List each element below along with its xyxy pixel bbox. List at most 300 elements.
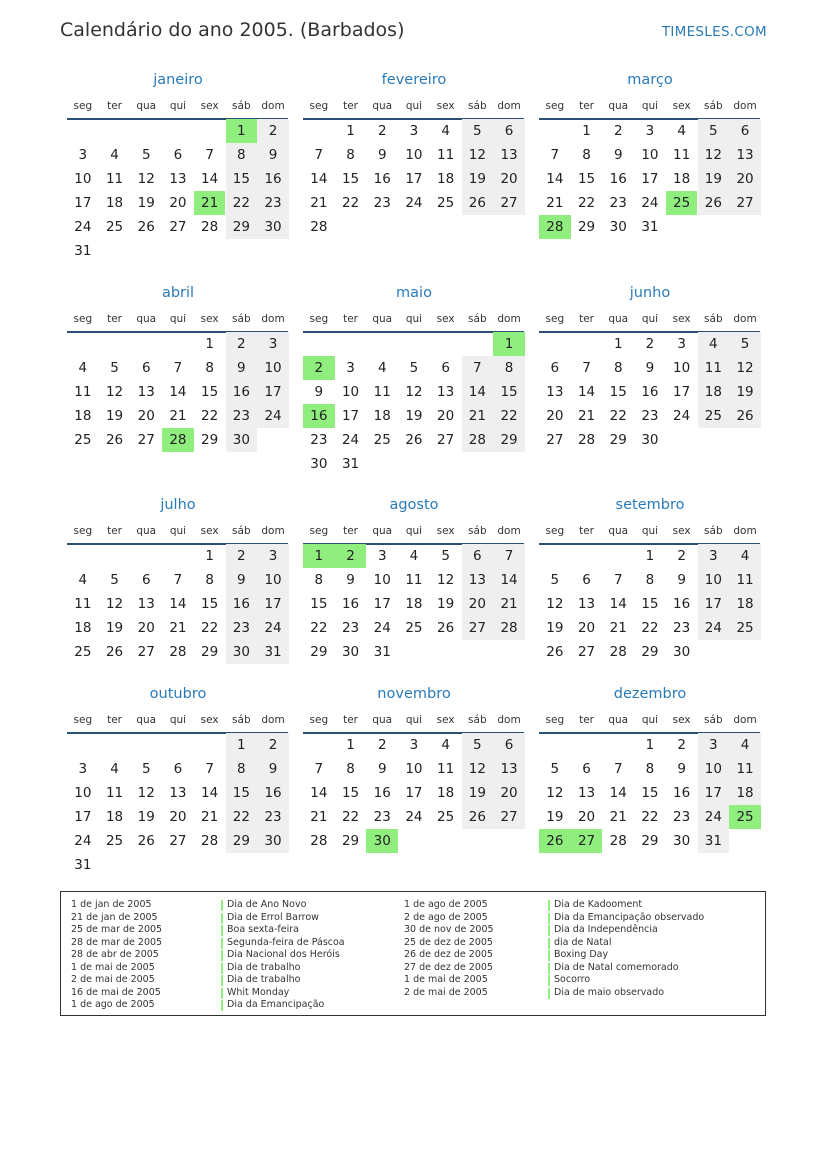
day-cell: 8 — [346, 761, 355, 777]
weekday-header — [539, 100, 761, 116]
day-cell: 9 — [645, 360, 655, 376]
day-cell: 3 — [409, 123, 419, 139]
day-cell: 20 — [577, 620, 596, 636]
day-cell: 24 — [698, 616, 730, 640]
day-cell: 6 — [550, 360, 560, 376]
holiday-day-cell: 2 — [303, 356, 335, 380]
legend-entry: 25 de mar de 2005 — [71, 924, 163, 936]
day-cell: 21 — [201, 809, 219, 825]
day-cell: 4 — [698, 332, 730, 356]
day-cell: 20 — [729, 167, 761, 191]
day-cell: 25 — [105, 219, 124, 235]
day-cell: 7 — [613, 761, 623, 777]
weekday-label: sex — [672, 714, 691, 726]
day-cell: 12 — [137, 785, 155, 801]
day-cell: 17 — [405, 785, 423, 801]
day-cell: 12 — [105, 384, 124, 400]
day-cell: 17 — [405, 171, 423, 187]
day-cell: 14 — [577, 384, 596, 400]
weekday-label: seg — [73, 714, 93, 726]
day-cell: 6 — [582, 572, 591, 588]
weekday-label: sáb — [468, 313, 487, 325]
day-cell: 12 — [437, 572, 455, 588]
weekday-label: qua — [608, 100, 629, 112]
day-cell: 2 — [226, 332, 258, 356]
weekday-header — [303, 525, 525, 541]
day-cell: 15 — [641, 596, 659, 612]
day-cell: 4 — [729, 544, 761, 568]
day-cell: 25 — [373, 432, 391, 448]
weekday-label: sáb — [232, 100, 251, 112]
day-cell: 29 — [341, 833, 360, 849]
day-cell: 8 — [582, 147, 591, 163]
weekday-label: seg — [545, 313, 565, 325]
weekday-label: dom — [497, 714, 521, 726]
day-cell: 23 — [609, 195, 627, 211]
day-cell: 16 — [641, 384, 659, 400]
day-cell: 28 — [609, 833, 627, 849]
day-cell: 2 — [257, 119, 289, 143]
day-cell: 4 — [78, 572, 88, 588]
day-cell: 12 — [137, 171, 155, 187]
day-cell: 3 — [78, 147, 88, 163]
day-cell: 20 — [169, 195, 187, 211]
day-cell: 31 — [641, 219, 659, 235]
day-cell: 18 — [74, 408, 92, 424]
day-cell: 14 — [546, 171, 564, 187]
day-cell: 13 — [577, 596, 596, 612]
day-cell: 17 — [74, 195, 92, 211]
day-cell: 7 — [550, 147, 560, 163]
weekday-label: sex — [436, 100, 455, 112]
day-cell: 8 — [346, 147, 355, 163]
day-cell: 22 — [609, 408, 627, 424]
day-cell: 3 — [409, 737, 419, 753]
weekday-label: ter — [107, 714, 122, 726]
day-cell: 1 — [346, 123, 355, 139]
weekday-label: qua — [608, 525, 629, 537]
day-cell: 16 — [373, 171, 391, 187]
day-cell: 20 — [437, 408, 455, 424]
month-name: abril — [161, 285, 195, 301]
day-cell: 26 — [137, 833, 155, 849]
day-cell: 7 — [462, 356, 494, 380]
weekday-label: sáb — [468, 525, 487, 537]
day-cell: 1 — [205, 548, 214, 564]
day-cell: 14 — [310, 171, 328, 187]
day-cell: 5 — [409, 360, 419, 376]
weekday-label: ter — [579, 100, 594, 112]
day-cell: 18 — [673, 171, 691, 187]
day-cell: 15 — [609, 384, 627, 400]
day-cell: 5 — [550, 761, 560, 777]
day-cell: 23 — [341, 620, 360, 636]
day-cell: 27 — [169, 833, 187, 849]
holiday-day-cell: 1 — [493, 332, 525, 356]
holiday-day-cell: 2 — [335, 544, 367, 568]
day-cell: 12 — [546, 785, 564, 801]
day-cell: 26 — [462, 191, 494, 215]
holiday-day-cell: 28 — [539, 215, 571, 239]
holiday-day-cell: 1 — [226, 119, 258, 143]
day-cell: 30 — [310, 456, 328, 472]
weekday-label: qua — [136, 525, 157, 537]
weekday-label: ter — [107, 525, 122, 537]
day-cell: 3 — [78, 761, 88, 777]
day-cell: 16 — [257, 167, 289, 191]
holiday-day-cell: 1 — [303, 544, 335, 568]
weekday-label: qui — [169, 525, 187, 537]
day-cell: 18 — [437, 785, 455, 801]
day-cell: 21 — [609, 809, 627, 825]
day-cell: 4 — [110, 147, 119, 163]
day-cell: 5 — [110, 572, 119, 588]
day-cell: 19 — [405, 408, 423, 424]
day-cell: 4 — [441, 123, 450, 139]
holiday-day-cell: 25 — [666, 191, 698, 215]
day-cell: 20 — [137, 620, 155, 636]
weekday-label: qua — [372, 313, 393, 325]
day-cell: 2 — [645, 336, 655, 352]
day-cell: 19 — [437, 596, 455, 612]
day-cell: 27 — [546, 432, 564, 448]
day-cell: 1 — [205, 336, 214, 352]
weekday-label: qui — [169, 100, 187, 112]
day-cell: 2 — [377, 123, 387, 139]
legend-entry: 1 de ago de 2005 — [71, 999, 155, 1011]
day-cell: 14 — [169, 596, 187, 612]
day-cell: 7 — [314, 147, 324, 163]
weekday-label: seg — [73, 525, 93, 537]
day-cell: 11 — [437, 761, 455, 777]
weekday-label: dom — [497, 525, 521, 537]
weekday-label: seg — [309, 714, 329, 726]
legend-dates-col1 — [71, 899, 162, 1012]
weekday-label: sáb — [468, 714, 487, 726]
month-name: fevereiro — [381, 72, 447, 88]
day-cell: 17 — [74, 809, 92, 825]
day-cell: 28 — [577, 432, 596, 448]
legend-entry: Dia de Errol Barrow — [221, 912, 345, 925]
day-cell: 28 — [462, 428, 494, 452]
day-cell: 24 — [698, 805, 730, 829]
day-cell: 10 — [341, 384, 360, 400]
day-cell: 20 — [577, 809, 596, 825]
day-cell: 31 — [74, 857, 92, 873]
day-cell: 4 — [377, 360, 387, 376]
month-name: setembro — [615, 497, 685, 513]
day-cell: 10 — [74, 171, 92, 187]
day-cell: 10 — [74, 785, 92, 801]
day-cell: 5 — [141, 761, 151, 777]
weekday-label: sex — [672, 100, 691, 112]
day-cell: 8 — [226, 757, 258, 781]
day-cell: 27 — [493, 191, 525, 215]
day-cell: 1 — [582, 123, 591, 139]
day-cell: 13 — [729, 143, 761, 167]
day-cell: 18 — [729, 592, 761, 616]
day-cell: 11 — [673, 147, 691, 163]
day-cell: 9 — [677, 761, 686, 777]
day-cell: 26 — [729, 404, 761, 428]
day-cell: 11 — [437, 147, 455, 163]
day-cell: 29 — [226, 829, 258, 853]
weekday-label: qui — [641, 714, 659, 726]
day-cell: 24 — [74, 219, 92, 235]
weekday-label: ter — [343, 100, 358, 112]
day-cell: 9 — [226, 568, 258, 592]
weekday-label: ter — [343, 714, 358, 726]
day-cell: 8 — [645, 761, 655, 777]
day-cell: 11 — [105, 785, 124, 801]
day-cell: 24 — [341, 432, 360, 448]
weekday-label: qua — [372, 100, 393, 112]
day-cell: 6 — [493, 119, 525, 143]
day-cell: 20 — [137, 408, 155, 424]
legend-entry: Segunda-feira de Páscoa — [221, 937, 345, 950]
day-cell: 23 — [226, 404, 258, 428]
day-cell: 13 — [137, 596, 155, 612]
day-cell: 27 — [462, 616, 494, 640]
weekday-label: qua — [136, 714, 157, 726]
day-cell: 2 — [677, 548, 686, 564]
day-cell: 14 — [609, 785, 627, 801]
day-cell: 6 — [493, 733, 525, 757]
day-cell: 23 — [641, 408, 659, 424]
day-cell: 31 — [341, 456, 360, 472]
weekday-label: dom — [733, 714, 757, 726]
weekday-label: dom — [733, 525, 757, 537]
day-cell: 11 — [74, 384, 92, 400]
day-cell: 4 — [677, 123, 686, 139]
weekday-label: qua — [372, 525, 393, 537]
day-cell: 23 — [373, 809, 391, 825]
day-cell: 25 — [437, 195, 455, 211]
day-cell: 14 — [462, 380, 494, 404]
day-cell: 21 — [462, 404, 494, 428]
day-cell: 10 — [698, 757, 730, 781]
weekday-label: qui — [641, 100, 659, 112]
day-cell: 26 — [462, 805, 494, 829]
day-cell: 17 — [257, 380, 289, 404]
weekday-label: ter — [343, 525, 358, 537]
day-cell: 5 — [110, 360, 119, 376]
day-cell: 23 — [673, 809, 691, 825]
day-cell: 21 — [169, 408, 187, 424]
day-cell: 8 — [226, 143, 258, 167]
weekday-header — [539, 313, 761, 329]
day-cell: 9 — [677, 572, 686, 588]
day-cell: 4 — [729, 733, 761, 757]
weekday-label: sáb — [704, 714, 723, 726]
day-cell: 3 — [698, 733, 730, 757]
day-cell: 12 — [462, 143, 494, 167]
holiday-day-cell: 21 — [194, 191, 226, 215]
day-cell: 4 — [110, 761, 119, 777]
legend-entry: 1 de ago de 2005 — [404, 899, 488, 910]
holiday-day-cell: 28 — [162, 428, 194, 452]
day-cell: 19 — [462, 781, 494, 805]
day-cell: 2 — [613, 123, 623, 139]
weekday-label: qua — [136, 100, 157, 112]
day-cell: 8 — [493, 356, 525, 380]
day-cell: 25 — [74, 432, 92, 448]
legend-entry: Dia de trabalho — [221, 974, 345, 987]
day-cell: 3 — [698, 544, 730, 568]
day-cell: 15 — [310, 596, 328, 612]
weekday-label: seg — [309, 100, 329, 112]
day-cell: 14 — [310, 785, 328, 801]
day-cell: 17 — [373, 596, 391, 612]
day-cell: 17 — [698, 592, 730, 616]
day-cell: 6 — [462, 544, 494, 568]
day-cell: 25 — [437, 809, 455, 825]
day-cell: 10 — [373, 572, 391, 588]
day-cell: 7 — [173, 572, 183, 588]
month-name: janeiro — [153, 72, 203, 88]
month-name: outubro — [149, 686, 207, 702]
day-cell: 24 — [405, 809, 423, 825]
legend-entry: 2 de mai de 2005 — [404, 986, 488, 998]
legend-dates-col2 — [404, 899, 494, 999]
day-cell: 13 — [577, 785, 596, 801]
legend-entry: 25 de dez de 2005 — [404, 936, 493, 948]
day-cell: 2 — [677, 737, 686, 753]
day-cell: 20 — [493, 781, 525, 805]
day-cell: 31 — [257, 640, 289, 664]
day-cell: 3 — [346, 360, 355, 376]
day-cell: 30 — [226, 428, 258, 452]
weekday-label: sáb — [468, 100, 487, 112]
day-cell: 21 — [310, 195, 328, 211]
legend-entry: 26 de dez de 2005 — [404, 949, 493, 961]
day-cell: 28 — [310, 219, 328, 235]
month-name: agosto — [389, 497, 439, 513]
weekday-label: sex — [436, 714, 455, 726]
legend-entry: Dia da Independência — [548, 924, 704, 937]
day-cell: 9 — [346, 572, 355, 588]
legend-entry: 28 de mar de 2005 — [71, 936, 163, 948]
day-cell: 30 — [673, 833, 691, 849]
day-cell: 12 — [105, 596, 124, 612]
day-cell: 6 — [729, 119, 761, 143]
weekday-header — [303, 313, 525, 329]
weekday-label: seg — [73, 313, 93, 325]
weekday-label: ter — [579, 714, 594, 726]
day-cell: 2 — [257, 733, 289, 757]
weekday-label: qui — [641, 525, 659, 537]
month-name: junho — [629, 285, 671, 301]
day-cell: 5 — [550, 572, 560, 588]
day-cell: 6 — [141, 572, 151, 588]
legend-entry: Dia de maio observado — [548, 987, 704, 1000]
day-cell: 5 — [141, 147, 151, 163]
day-cell: 19 — [729, 380, 761, 404]
legend-entry: 1 de jan de 2005 — [71, 899, 152, 910]
day-cell: 14 — [609, 596, 627, 612]
day-cell: 9 — [377, 761, 387, 777]
day-cell: 7 — [314, 761, 324, 777]
day-cell: 3 — [677, 336, 686, 352]
weekday-label: sáb — [704, 525, 723, 537]
day-cell: 30 — [341, 644, 360, 660]
day-cell: 3 — [257, 544, 289, 568]
legend-entry: Dia da Emancipação — [221, 999, 345, 1012]
day-cell: 22 — [201, 408, 219, 424]
day-cell: 27 — [577, 644, 596, 660]
weekday-label: sáb — [232, 525, 251, 537]
weekday-label: sex — [672, 313, 691, 325]
day-cell: 27 — [493, 805, 525, 829]
brand-logo[interactable]: TIMESLES.COM — [661, 24, 767, 40]
day-cell: 7 — [613, 572, 623, 588]
day-cell: 8 — [613, 360, 623, 376]
day-cell: 24 — [373, 620, 391, 636]
day-cell: 21 — [310, 809, 328, 825]
day-cell: 24 — [74, 833, 92, 849]
day-cell: 22 — [641, 620, 659, 636]
day-cell: 26 — [546, 644, 564, 660]
day-cell: 29 — [577, 219, 596, 235]
weekday-header — [303, 100, 525, 116]
day-cell: 5 — [729, 332, 761, 356]
weekday-label: ter — [343, 313, 358, 325]
day-cell: 14 — [201, 171, 219, 187]
weekday-label: qui — [641, 313, 659, 325]
day-cell: 7 — [493, 544, 525, 568]
day-cell: 20 — [462, 592, 494, 616]
day-cell: 7 — [205, 147, 214, 163]
day-cell: 11 — [105, 171, 124, 187]
day-cell: 11 — [729, 757, 761, 781]
day-cell: 1 — [226, 733, 258, 757]
day-cell: 5 — [462, 119, 494, 143]
day-cell: 18 — [105, 195, 124, 211]
day-cell: 26 — [105, 644, 124, 660]
day-cell: 30 — [257, 215, 289, 239]
day-cell: 22 — [341, 809, 360, 825]
weekday-label: seg — [545, 525, 565, 537]
holiday-day-cell: 25 — [729, 805, 761, 829]
day-cell: 11 — [729, 568, 761, 592]
day-cell: 23 — [310, 432, 328, 448]
day-cell: 1 — [346, 737, 355, 753]
day-cell: 22 — [493, 404, 525, 428]
weekday-label: qua — [608, 714, 629, 726]
weekday-label: dom — [733, 313, 757, 325]
day-cell: 19 — [546, 620, 564, 636]
day-cell: 28 — [310, 833, 328, 849]
legend-entry: Dia de Natal comemorado — [548, 962, 704, 975]
day-cell: 16 — [673, 785, 691, 801]
day-cell: 21 — [169, 620, 187, 636]
day-cell: 3 — [645, 123, 655, 139]
weekday-label: qui — [405, 313, 423, 325]
day-cell: 29 — [226, 215, 258, 239]
day-cell: 10 — [257, 356, 289, 380]
legend-entry: 30 de nov de 2005 — [404, 924, 494, 936]
day-cell: 10 — [257, 568, 289, 592]
weekday-label: sáb — [232, 714, 251, 726]
day-cell: 12 — [546, 596, 564, 612]
day-cell: 15 — [226, 781, 258, 805]
weekday-label: seg — [309, 525, 329, 537]
day-cell: 9 — [257, 757, 289, 781]
day-cell: 29 — [641, 833, 659, 849]
day-cell: 27 — [137, 644, 155, 660]
day-cell: 29 — [493, 428, 525, 452]
weekday-label: dom — [733, 100, 757, 112]
